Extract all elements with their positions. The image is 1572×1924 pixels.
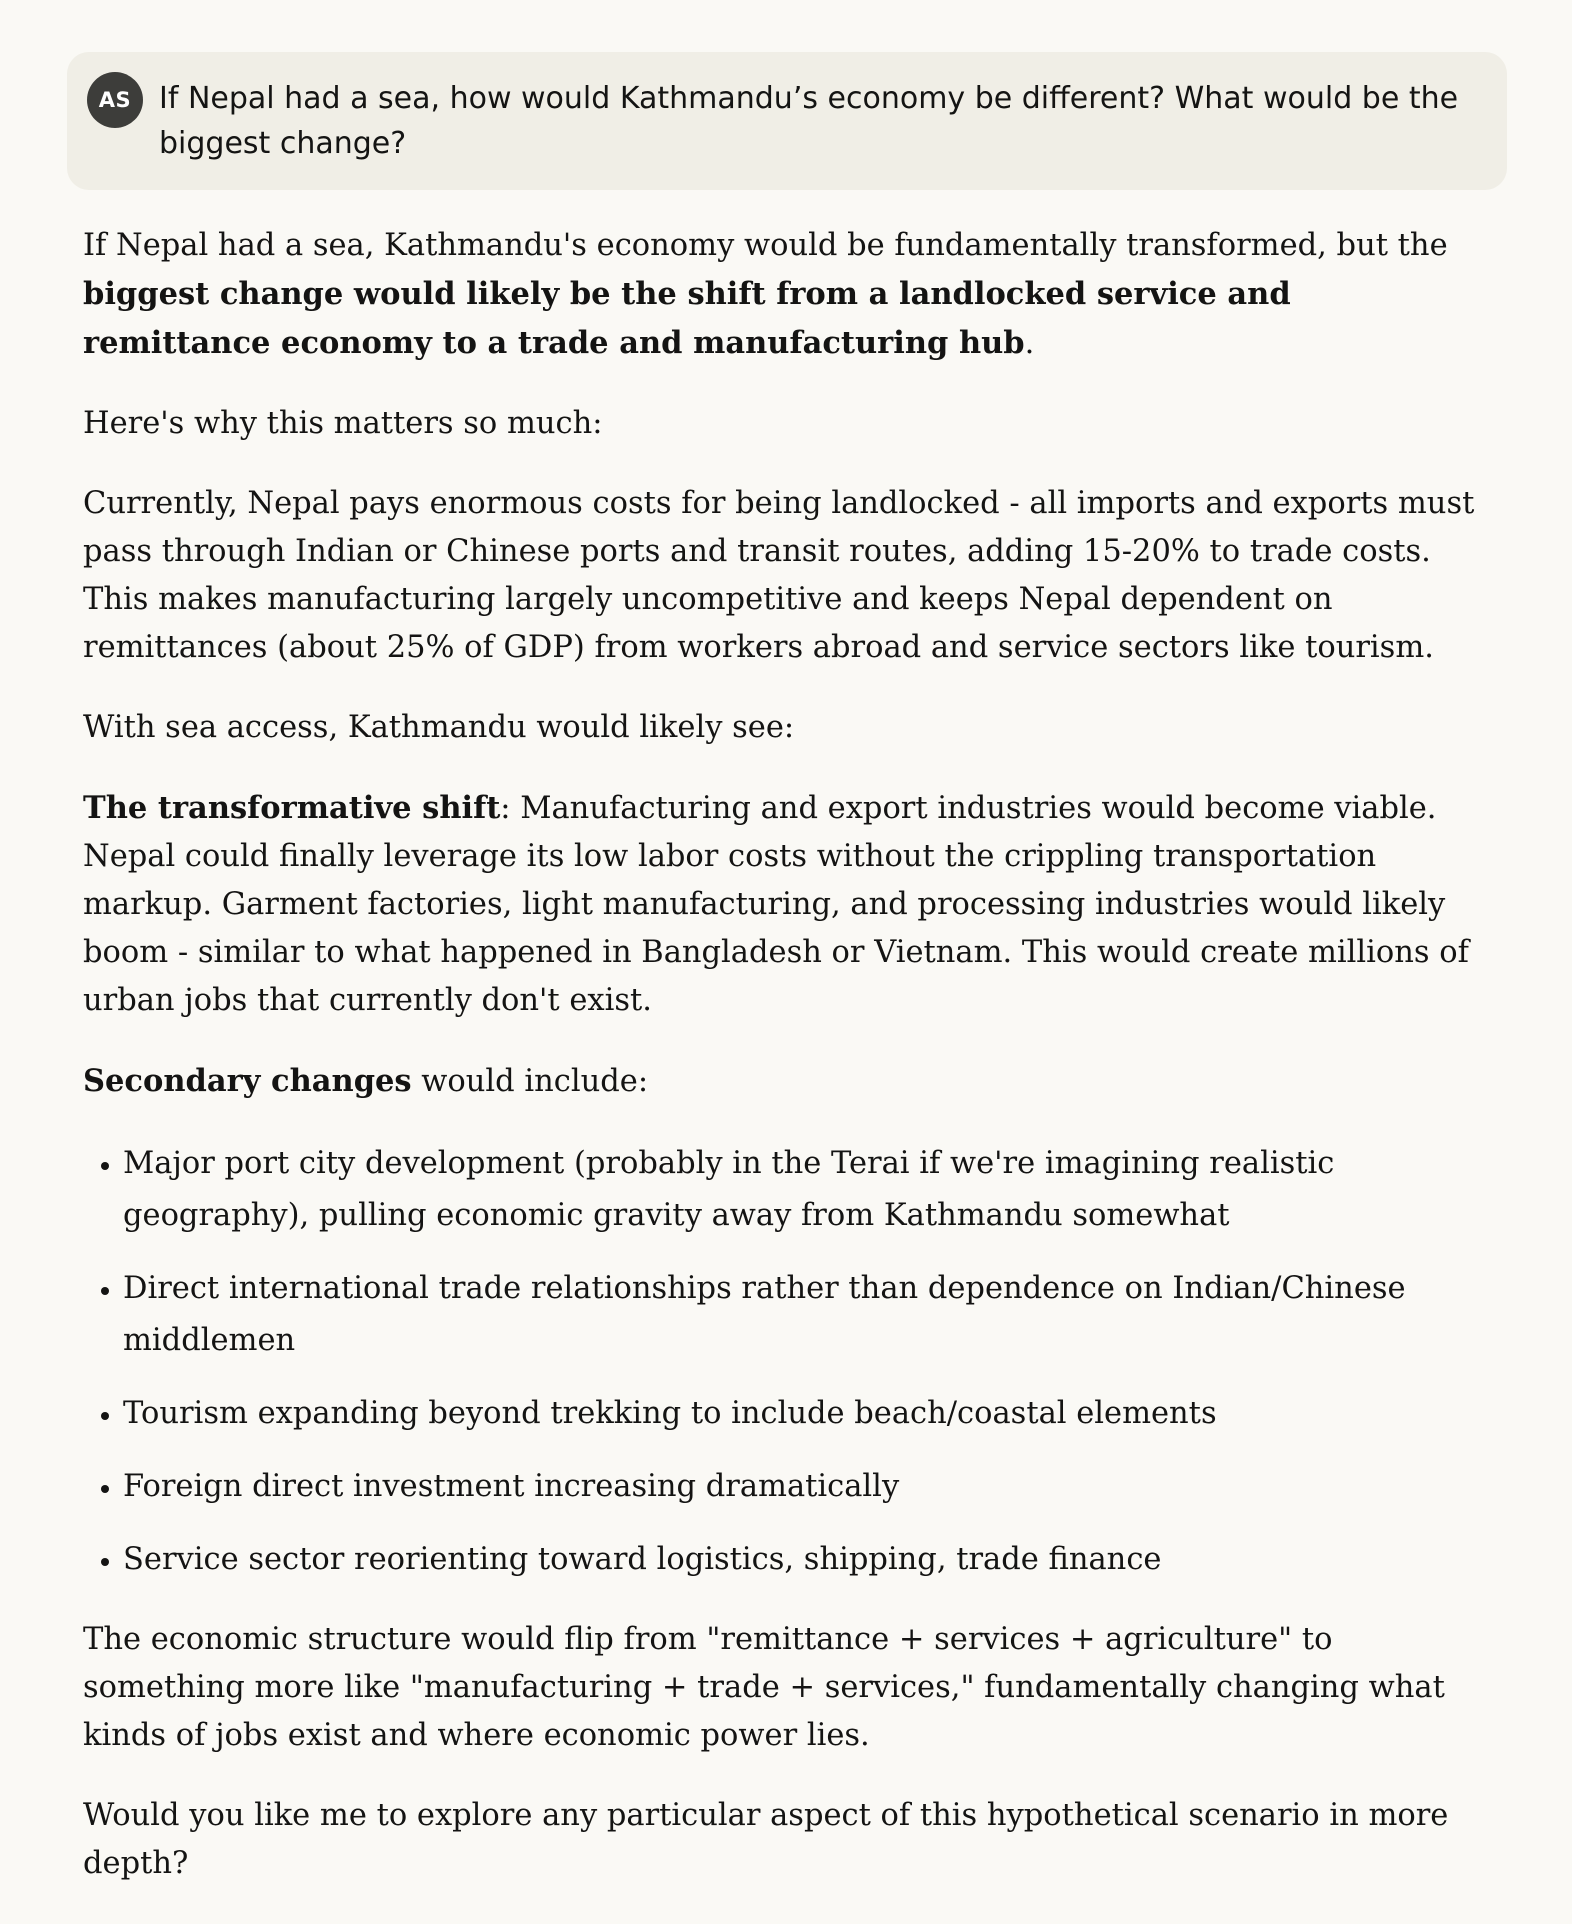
assistant-response [83, 222, 1483, 1920]
sea-access-intro: With sea access, Kathmandu would likely see: [83, 710, 795, 745]
response-intro [83, 222, 1483, 368]
user-avatar[interactable]: AS [87, 72, 143, 128]
list-item: • Service sector reorienting toward logistics, shipping, trade finance [123, 1534, 1483, 1586]
user-message-bubble [67, 52, 1507, 190]
intro-end-text: . [1024, 326, 1035, 361]
current-situation-paragraph: Currently, Nepal pays enormous costs for being landlocked - all imports and exports must pass through Indian or Chinese ports and transit routes, adding 15-20% to trade costs. This makes manufacturing largely uncompetitive and keeps Nepal dependent on remittances (about 25% of GDP) from workers abroad and service sectors like tourism. [83, 486, 1475, 665]
list-item: • Tourism expanding beyond trekking to include beach/coastal elements [123, 1388, 1483, 1440]
secondary-changes-list [83, 1138, 1483, 1586]
shift-text: : Manufacturing and export industries would become viable. Nepal could finally leverage its low labor costs without the crippling transportation markup. Garment factories, light manufacturing, and processing industries would likely boom - similar to what happened in Bangladesh or Vietnam. This would create millions of urban jobs that currently don't exist. [83, 791, 1469, 1018]
follow-up-question: Would you like me to explore any particular aspect of this hypothetical scenario in more depth? [83, 1798, 1449, 1881]
secondary-text: would include: [411, 1064, 649, 1099]
secondary-changes-intro [83, 1057, 1483, 1106]
shift-label: The transformative shift [83, 790, 501, 826]
list-item: • Foreign direct investment increasing dramatically [123, 1461, 1483, 1513]
list-item: • Direct international trade relationships rather than dependence on Indian/Chinese middlemen [123, 1263, 1483, 1367]
intro-text: If Nepal had a sea, Kathmandu's economy would be fundamentally transformed, but the [83, 228, 1448, 263]
transformative-shift-paragraph [83, 784, 1483, 1025]
conclusion-paragraph: The economic structure would flip from "remittance + services + agriculture" to something more like "manufacturing + trade + services," fundamentally changing what kinds of jobs exist and where economic power lies. [83, 1622, 1445, 1753]
list-item: • Major port city development (probably in the Terai if we're imagining realistic geography), pulling economic gravity away from Kathmandu somewhat [123, 1138, 1483, 1242]
intro-bold-text: biggest change would likely be the shift from a landlocked service and remittance economy to a trade and manufacturing hub [83, 276, 1291, 361]
secondary-label: Secondary changes [83, 1063, 412, 1099]
why-heading: Here's why this matters so much: [83, 406, 603, 441]
user-message-text: If Nepal had a sea, how would Kathmandu’s economy be different? What would be the biggest change? [159, 81, 1459, 161]
